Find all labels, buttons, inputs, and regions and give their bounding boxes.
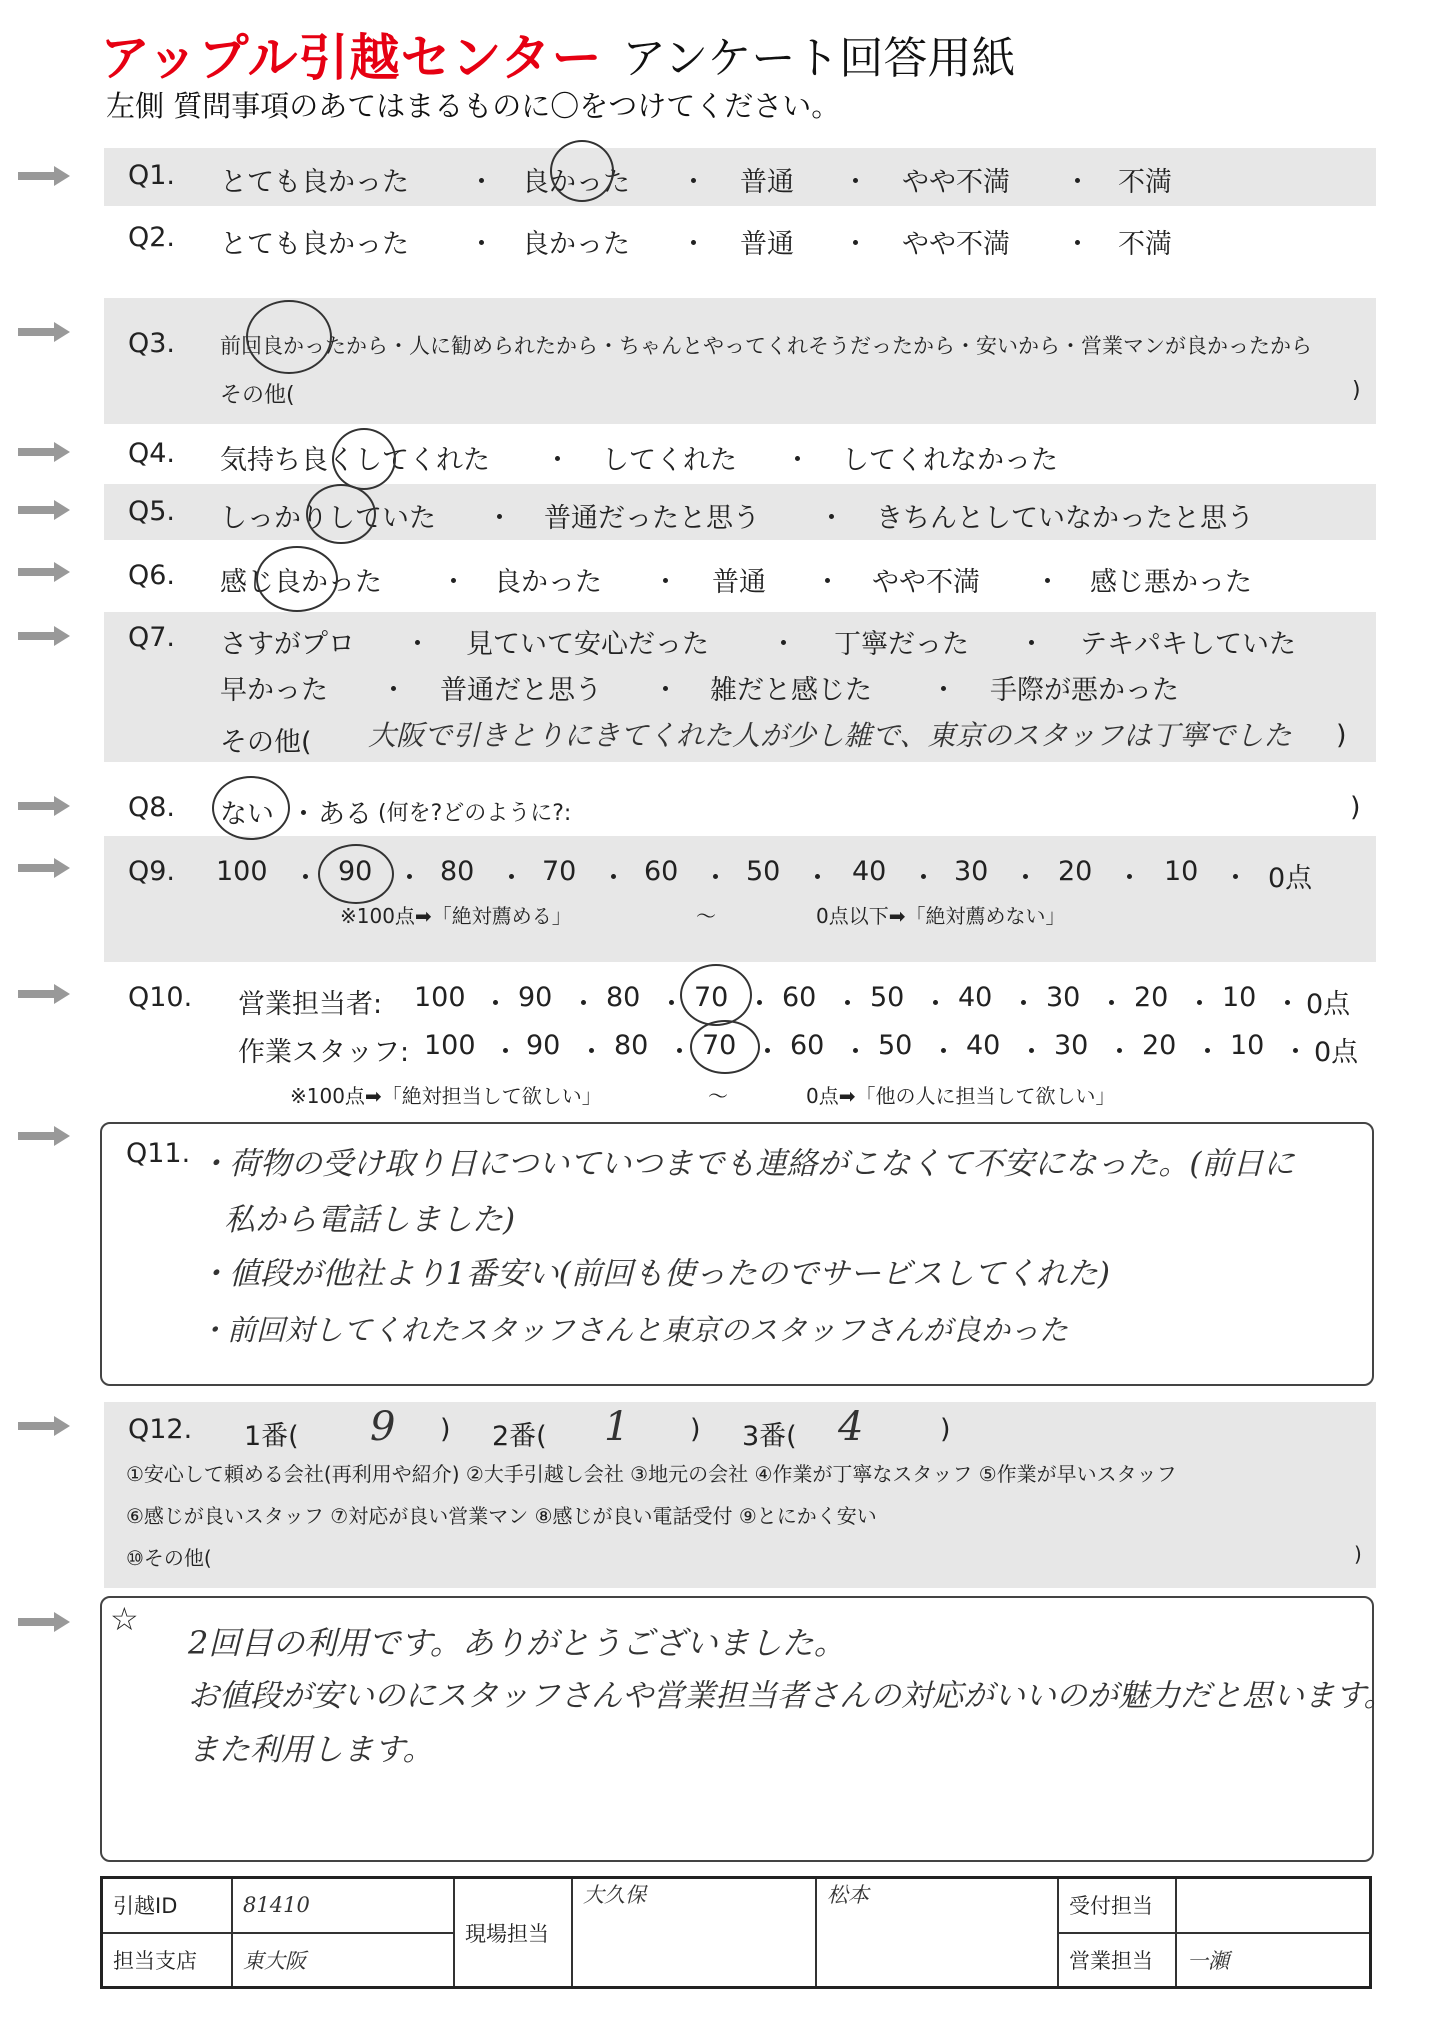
q5-label: Q5. — [128, 496, 176, 527]
q9-score[interactable]: 100 — [216, 856, 268, 887]
q4-label: Q4. — [128, 438, 176, 469]
q4-option[interactable]: してくれなかった — [842, 445, 1058, 476]
separator-dot: ・ — [814, 567, 841, 598]
q9-label: Q9. — [128, 856, 176, 887]
q10-sales-score[interactable]: 60 — [782, 982, 817, 1013]
staff-table — [100, 1876, 1372, 1989]
answer-circle — [680, 964, 752, 1026]
separator-dot: ・ — [1012, 863, 1039, 894]
separator-dot: ・ — [818, 503, 845, 534]
q7-option[interactable]: テキパキしていた — [1080, 629, 1296, 660]
separator-dot: ・ — [842, 229, 869, 260]
separator-dot: ・ — [290, 799, 317, 830]
q1-option[interactable]: 不満 — [1118, 167, 1172, 198]
q12-other-open: ⑩その他( — [126, 1546, 212, 1570]
q6-option[interactable]: 感じ悪かった — [1090, 567, 1252, 598]
separator-dot: ・ — [1018, 629, 1045, 660]
q2-option[interactable]: 良かった — [522, 229, 630, 260]
q10-staff-score[interactable]: 40 — [966, 1030, 1001, 1061]
q12-third-label: 3番( — [742, 1421, 797, 1452]
q7-option[interactable]: 雑だと感じた — [710, 675, 872, 706]
q10-sales-score[interactable]: 0点 — [1306, 989, 1351, 1020]
branch-value: 東大阪 — [232, 1933, 454, 1988]
sales-staff-label: 営業担当 — [1058, 1933, 1176, 1988]
instruction-text: 左側 質問事項のあてはまるものに〇をつけてください。 — [106, 89, 841, 123]
move-id-label: 引越ID — [102, 1878, 233, 1933]
q12-first-label: 1番( — [244, 1421, 299, 1452]
arrow-right-icon — [18, 1416, 70, 1436]
separator-dot: ・ — [1116, 863, 1143, 894]
q10-sales-score[interactable]: 30 — [1046, 982, 1081, 1013]
separator-dot: ・ — [658, 989, 685, 1020]
separator-dot: ・ — [680, 167, 707, 198]
separator-dot: ・ — [1194, 1037, 1221, 1068]
q10-staff-score[interactable]: 20 — [1142, 1030, 1177, 1061]
comment-line: また利用します。 — [188, 1732, 434, 1768]
q11-answer-line: 私から電話しました) — [224, 1202, 516, 1238]
arrow-right-icon — [18, 858, 70, 878]
q9-score[interactable]: 20 — [1058, 856, 1093, 887]
separator-dot: ・ — [468, 229, 495, 260]
q10-sales-score[interactable]: 100 — [414, 982, 466, 1013]
separator-dot: ・ — [1222, 863, 1249, 894]
separator-dot: ・ — [930, 675, 957, 706]
q12-close: ) — [440, 1414, 451, 1445]
separator-dot: ・ — [380, 675, 407, 706]
q5-option[interactable]: 普通だったと思う — [544, 503, 760, 534]
answer-circle — [690, 1020, 760, 1074]
q8-close: ) — [1350, 792, 1361, 823]
q7-option[interactable]: 早かった — [220, 675, 328, 706]
separator-dot: ・ — [652, 675, 679, 706]
separator-dot: ・ — [1064, 229, 1091, 260]
q1-option[interactable]: 良かった — [522, 167, 630, 198]
separator-dot: ・ — [578, 1037, 605, 1068]
star-icon: ☆ — [110, 1600, 139, 1638]
q3-other-open: その他( — [220, 383, 295, 408]
q12-label: Q12. — [128, 1414, 193, 1445]
q9-score[interactable]: 40 — [852, 856, 887, 887]
q2-option[interactable]: やや不満 — [902, 229, 1010, 260]
separator-dot: ・ — [396, 863, 423, 894]
comment-line: お値段が安いのにスタッフさんや営業担当者さんの対応がいいのが魅力だと思います。 — [188, 1678, 1395, 1714]
q7-option[interactable]: 見ていて安心だった — [466, 629, 709, 660]
q10-staff-score[interactable]: 60 — [790, 1030, 825, 1061]
site-staff-label: 現場担当 — [454, 1878, 572, 1988]
q9-score[interactable]: 0点 — [1268, 863, 1313, 894]
q11-answer-line: ・値段が他社より1番安い(前回も使ったのでサービスしてくれた) — [198, 1256, 1110, 1292]
q10-staff-score[interactable]: 10 — [1230, 1030, 1265, 1061]
site-staff-1: 大久保 — [572, 1878, 816, 1988]
arrow-right-icon — [18, 442, 70, 462]
q7-option[interactable]: 普通だと思う — [440, 675, 602, 706]
q1-option[interactable]: とても良かった — [220, 167, 409, 198]
separator-dot: ・ — [468, 167, 495, 198]
q12-close: ) — [690, 1414, 701, 1445]
separator-dot: ・ — [834, 989, 861, 1020]
separator-dot: ・ — [492, 1037, 519, 1068]
q11-answer-line: ・前回対してくれたスタッフさんと東京のスタッフさんが良かった — [198, 1313, 1069, 1347]
separator-dot: ・ — [1106, 1037, 1133, 1068]
q9-score[interactable]: 70 — [542, 856, 577, 887]
q10-sales-score[interactable]: 80 — [606, 982, 641, 1013]
separator-dot: ・ — [440, 567, 467, 598]
arrow-right-icon — [18, 166, 70, 186]
separator-dot: ・ — [486, 503, 513, 534]
move-id-value: 81410 — [232, 1878, 454, 1933]
q7-option[interactable]: 丁寧だった — [834, 629, 969, 660]
separator-dot: ・ — [1010, 989, 1037, 1020]
q7-option[interactable]: 手際が悪かった — [990, 675, 1179, 706]
q2-option[interactable]: 不満 — [1118, 229, 1172, 260]
separator-dot: ・ — [498, 863, 525, 894]
q7-other-close: ) — [1336, 720, 1347, 751]
separator-dot: ・ — [922, 989, 949, 1020]
branch-label: 担当支店 — [102, 1933, 233, 1988]
q9-note-mid: ～ — [696, 904, 716, 928]
separator-dot: ・ — [404, 629, 431, 660]
separator-dot: ・ — [1018, 1037, 1045, 1068]
separator-dot: ・ — [482, 989, 509, 1020]
separator-dot: ・ — [544, 445, 571, 476]
separator-dot: ・ — [1282, 1037, 1309, 1068]
separator-dot: ・ — [842, 167, 869, 198]
q8-option[interactable]: ある — [318, 799, 372, 830]
q10-sales-score[interactable]: 90 — [518, 982, 553, 1013]
q9-note-left: ※100点➡「絶対薦める」 — [340, 904, 572, 928]
separator-dot: ・ — [910, 863, 937, 894]
q10-label: Q10. — [128, 982, 193, 1013]
separator-dot: ・ — [1064, 167, 1091, 198]
comment-line: 2回目の利用です。ありがとうございました。 — [188, 1624, 846, 1662]
q10-staff-score[interactable]: 70 — [702, 1030, 737, 1061]
q9-score[interactable]: 80 — [440, 856, 475, 887]
q6-option[interactable]: やや不満 — [872, 567, 980, 598]
separator-dot: ・ — [770, 629, 797, 660]
q8-option[interactable]: ない — [220, 799, 274, 830]
q4-option[interactable]: してくれた — [602, 445, 737, 476]
q10-staff-score[interactable]: 0点 — [1314, 1037, 1359, 1068]
q6-option[interactable]: 良かった — [494, 567, 602, 598]
arrow-right-icon — [18, 796, 70, 816]
brand-logo-text: アップル引越センター — [100, 29, 603, 87]
q10-sales-label: 営業担当者: — [238, 989, 383, 1020]
q3-label: Q3. — [128, 328, 176, 359]
arrow-right-icon — [18, 626, 70, 646]
q12-other-close: ) — [1354, 1542, 1362, 1566]
q10-sales-score[interactable]: 10 — [1222, 982, 1257, 1013]
answer-circle — [212, 776, 290, 840]
q10-note-left: ※100点➡「絶対担当して欲しい」 — [290, 1084, 602, 1108]
separator-dot: ・ — [570, 989, 597, 1020]
q2-option[interactable]: とても良かった — [220, 229, 409, 260]
separator-dot: ・ — [784, 445, 811, 476]
separator-dot: ・ — [1098, 989, 1125, 1020]
q12-close: ) — [940, 1414, 951, 1445]
separator-dot: ・ — [1034, 567, 1061, 598]
q9-score[interactable]: 90 — [338, 856, 373, 887]
q11-label: Q11. — [126, 1138, 191, 1169]
answer-circle — [246, 300, 332, 374]
q12-first-value[interactable]: 9 — [370, 1404, 396, 1450]
q10-note-right: 0点➡「他の人に担当して欲しい」 — [806, 1084, 1116, 1108]
separator-dot: ・ — [666, 1037, 693, 1068]
q9-score[interactable]: 30 — [954, 856, 989, 887]
q9-score[interactable]: 50 — [746, 856, 781, 887]
q9-score[interactable]: 60 — [644, 856, 679, 887]
q12-third-value[interactable]: 4 — [838, 1404, 864, 1450]
separator-dot: ・ — [1186, 989, 1213, 1020]
q7-option[interactable]: さすがプロ — [220, 629, 355, 660]
q10-staff-score[interactable]: 100 — [424, 1030, 476, 1061]
arrow-right-icon — [18, 1612, 70, 1632]
q2-label: Q2. — [128, 222, 176, 253]
q10-sales-score[interactable]: 20 — [1134, 982, 1169, 1013]
q5-option[interactable]: しっかりしていた — [220, 503, 436, 534]
separator-dot: ・ — [930, 1037, 957, 1068]
q10-staff-label: 作業スタッフ: — [238, 1037, 410, 1068]
q10-sales-score[interactable]: 40 — [958, 982, 993, 1013]
form-title: アンケート回答用紙 — [622, 33, 1016, 84]
q7-other-answer: 大阪で引きとりにきてくれた人が少し雑で、東京のスタッフは丁寧でした — [368, 719, 1292, 752]
q10-staff-score[interactable]: 90 — [526, 1030, 561, 1061]
answer-circle — [332, 428, 396, 490]
q8-suffix: (何を?どのように?: — [378, 801, 572, 826]
q6-label: Q6. — [128, 560, 176, 591]
reception-value — [1176, 1878, 1371, 1933]
q9-band — [104, 836, 1376, 962]
reception-label: 受付担当 — [1058, 1878, 1176, 1933]
separator-dot: ・ — [842, 1037, 869, 1068]
arrow-right-icon — [18, 1126, 70, 1146]
q7-label: Q7. — [128, 622, 176, 653]
answer-circle — [318, 844, 394, 904]
q10-note-mid: ～ — [708, 1084, 728, 1108]
sales-staff-value: 一瀬 — [1176, 1933, 1371, 1988]
q12-second-value[interactable]: 1 — [604, 1404, 630, 1450]
q9-note-right: 0点以下➡「絶対薦めない」 — [816, 904, 1066, 928]
separator-dot: ・ — [680, 229, 707, 260]
separator-dot: ・ — [804, 863, 831, 894]
q1-option[interactable]: 普通 — [740, 167, 794, 198]
q1-label: Q1. — [128, 160, 176, 191]
q6-option[interactable]: 普通 — [712, 567, 766, 598]
q11-answer-line: ・荷物の受け取り日についていつまでも連絡がこなくて不安になった。(前日に — [198, 1146, 1295, 1182]
q2-option[interactable]: 普通 — [740, 229, 794, 260]
arrow-right-icon — [18, 562, 70, 582]
q10-staff-score[interactable]: 80 — [614, 1030, 649, 1061]
arrow-right-icon — [18, 984, 70, 1004]
separator-dot: ・ — [292, 863, 319, 894]
q12-second-label: 2番( — [492, 1421, 547, 1452]
answer-circle — [256, 546, 338, 612]
q10-staff-score[interactable]: 50 — [878, 1030, 913, 1061]
q10-staff-score[interactable]: 30 — [1054, 1030, 1089, 1061]
q9-score[interactable]: 10 — [1164, 856, 1199, 887]
answer-circle — [550, 140, 614, 202]
separator-dot: ・ — [600, 863, 627, 894]
q6-option[interactable]: 感じ良かった — [220, 567, 382, 598]
q5-option[interactable]: きちんとしていなかったと思う — [876, 503, 1254, 534]
site-staff-2: 松本 — [816, 1878, 1058, 1988]
q10-sales-score[interactable]: 70 — [694, 982, 729, 1013]
q3-other-close: ) — [1352, 378, 1361, 403]
separator-dot: ・ — [754, 1037, 781, 1068]
q1-option[interactable]: やや不満 — [902, 167, 1010, 198]
q3-options[interactable]: 前回良かったから・人に勧められたから・ちゃんとやってくれそうだったから・安いから・営業マンが良かったから — [220, 334, 1312, 358]
separator-dot: ・ — [746, 989, 773, 1020]
q10-sales-score[interactable]: 50 — [870, 982, 905, 1013]
q12-options-row: ①安心して頼める会社(再利用や紹介) ②大手引越し会社 ③地元の会社 ④作業が丁寧なスタッフ ⑤作業が早いスタッフ — [126, 1462, 1177, 1486]
q4-option[interactable]: 気持ち良くしてくれた — [220, 445, 490, 476]
separator-dot: ・ — [1274, 989, 1301, 1020]
separator-dot: ・ — [652, 567, 679, 598]
q12-options-row: ⑥感じが良いスタッフ ⑦対応が良い営業マン ⑧感じが良い電話受付 ⑨とにかく安い — [126, 1504, 877, 1528]
q7-other-open: その他( — [220, 727, 312, 758]
arrow-right-icon — [18, 500, 70, 520]
arrow-right-icon — [18, 322, 70, 342]
q8-label: Q8. — [128, 792, 176, 823]
separator-dot: ・ — [702, 863, 729, 894]
answer-circle — [306, 484, 376, 544]
